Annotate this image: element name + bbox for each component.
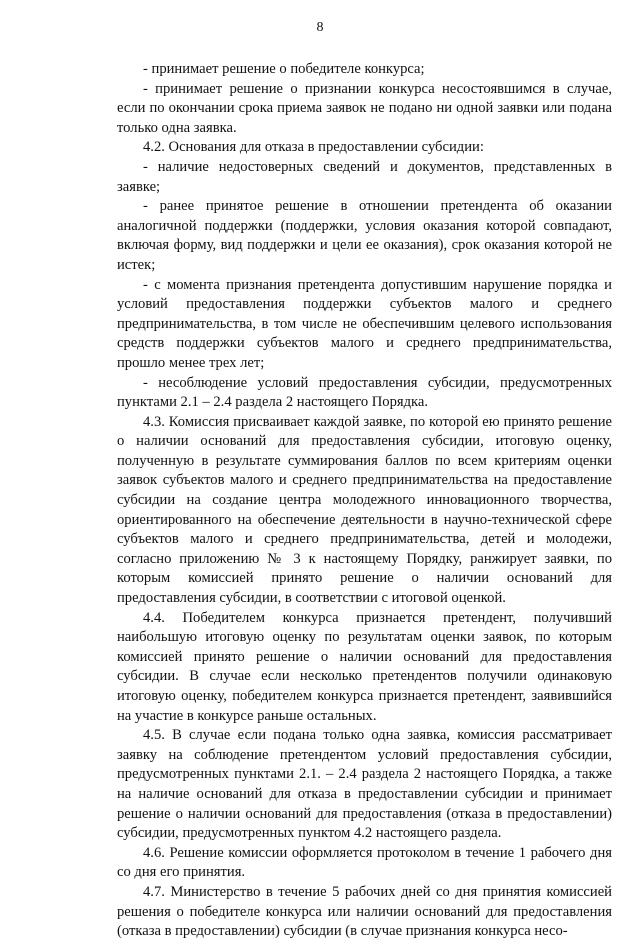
paragraph-4-2-heading: 4.2. Основания для отказа в предоставлении субсидии: xyxy=(143,139,484,156)
paragraph-4-4: 4.4. Победителем конкурса признается претендент, получивший наибольшую итоговую оценку по результатам оценки заявок, по которым комиссией принято решение о наличии оснований для предоставления субсидии. В случае если несколько претендентов получили одинаковую итоговую оценку, победителем конкурса признается претендент, заявившийся на участие в конкурсе раньше остальных. xyxy=(117,609,612,724)
page-number: 8 xyxy=(316,20,324,35)
paragraph-4-3: 4.3. Комиссия присваивает каждой заявке, по которой ею принято решение о наличии оснований для предоставления субсидии, итоговую оценку, полученную в результате суммирования баллов по всем критериям оценки заявок субъектов малого и среднего предпринимательства на предоставление субсидии на создание центра молодежного инновационного творчества, ориентированного на обеспечение деятельности в научно-технической сфере субъектов малого и среднего предпринимательства, детей и молодежи, согласно приложению № 3 к настоящему Порядку, ранжирует заявки, по которым комиссией принято решение о наличии оснований для предоставления субсидии, в соответствии с итоговой оценкой. xyxy=(117,413,612,607)
list-item-violation: - с момента признания претендента допустившим нарушение порядка и условий предоставления поддержки субъектов малого и среднего предпринимательства, в том числе не обеспечившим целевого использования средств поддержки субъектов малого и среднего предпринимательства, прошло менее трех лет; xyxy=(117,276,612,371)
paragraph-4-5: 4.5. В случае если подана только одна заявка, комиссия рассматривает заявку на соблюдение претендентом условий предоставления субсидии, предусмотренных пунктами 2.1. – 2.4 раздела 2 настоящего Порядка, а также на наличие оснований для отказа в предоставлении субсидии и принимает решение о наличии оснований для предоставления (отказа в предоставлении) субсидии, предусмотренных пунктом 4.2 настоящего раздела. xyxy=(117,727,612,842)
list-item-winner-decision: - принимает решение о победителе конкурса; xyxy=(143,61,425,77)
list-item-failed-contest-decision: - принимает решение о признании конкурса несостоявшимся в случае, если по окончании срока приема заявок не подано ни одной заявки или подана только одна заявка. xyxy=(117,80,612,136)
document-body xyxy=(117,60,612,942)
list-item-false-info: - наличие недостоверных сведений и документов, представленных в заявке; xyxy=(117,158,612,195)
list-item-noncompliance: - несоблюдение условий предоставления субсидии, предусмотренных пунктами 2.1 – 2.4 раздела 2 настоящего Порядка. xyxy=(117,374,612,411)
paragraph-4-7: 4.7. Министерство в течение 5 рабочих дней со дня принятия комиссией решения о победителе конкурса или наличии оснований для предоставления (отказа в предоставлении) субсидии (в случае признания конкурса несо- xyxy=(117,883,612,940)
list-item-prior-support: - ранее принятое решение в отношении претендента об оказании аналогичной поддержки (поддержки, условия оказания которой совпадают, включая форму, вид поддержки и цели ее оказания), срок оказания которой не истек; xyxy=(117,198,612,273)
paragraph-4-6: 4.6. Решение комиссии оформляется протоколом в течение 1 рабочего дня со дня его принятия. xyxy=(117,844,612,881)
